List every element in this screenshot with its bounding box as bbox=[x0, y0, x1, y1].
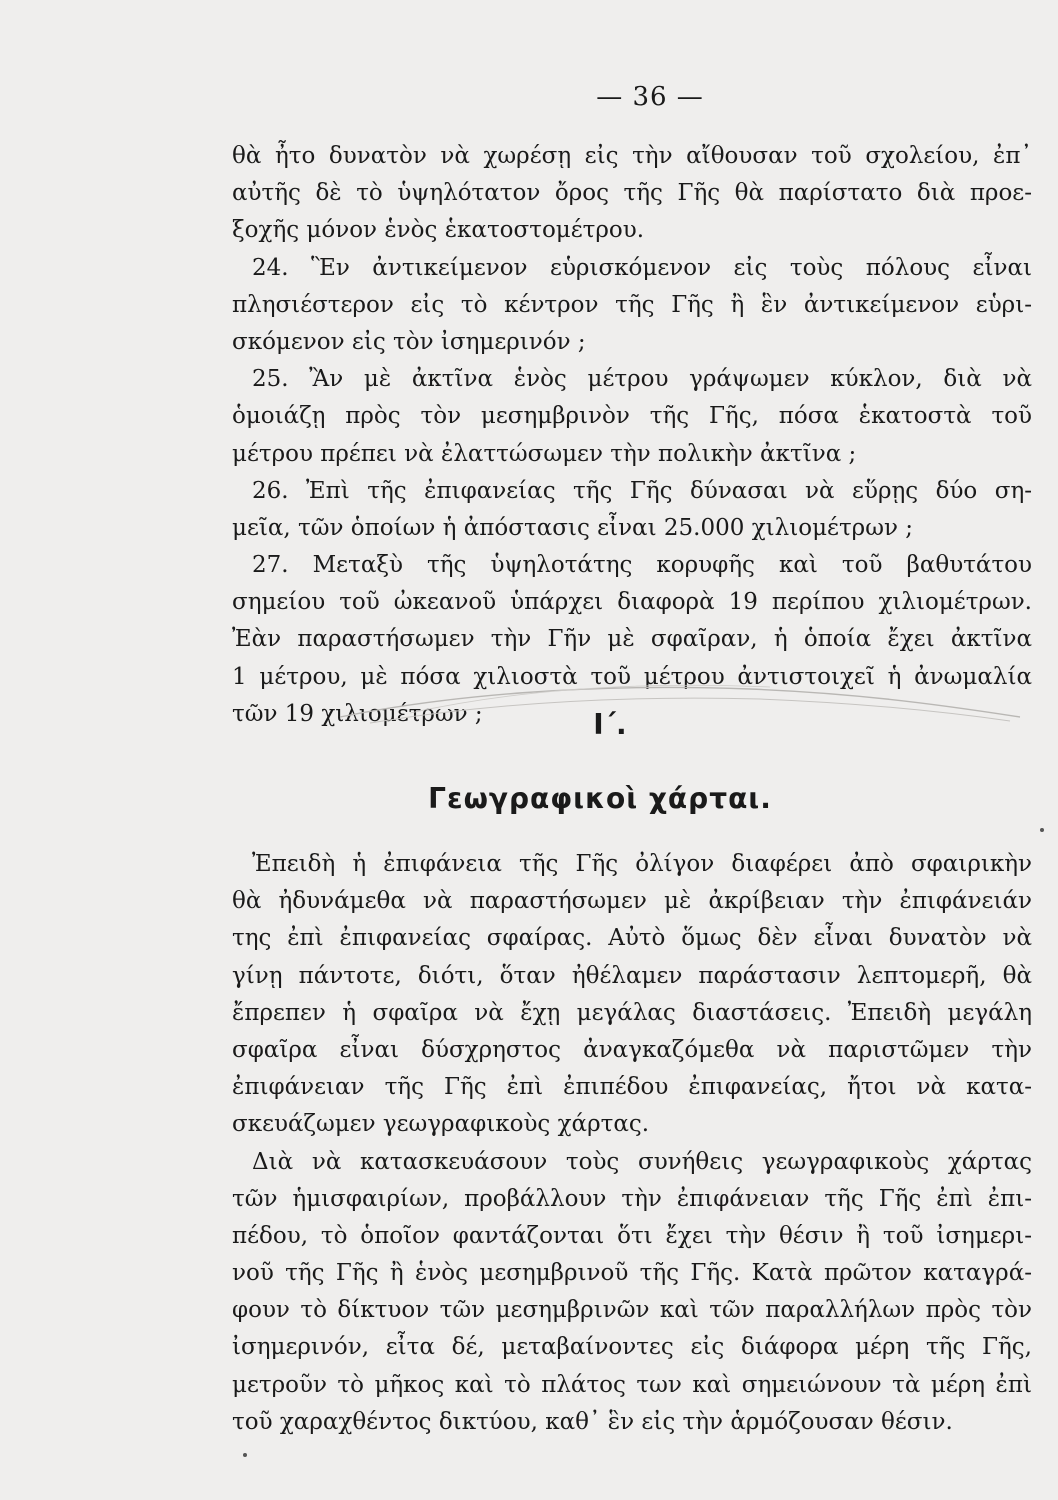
text-line: ἰσημερινόν, εἶτα δέ, μεταβαίνοντες εἰς διάφορα μέρη τῆς Γῆς, bbox=[232, 1334, 1032, 1361]
text-line: μεῖα, τῶν ὁποίων ἡ ἀπόστασις εἶναι 25.000 χιλιομέτρων ; bbox=[232, 514, 914, 541]
text-line: 1 μέτρου, μὲ πόσα χιλιοστὰ τοῦ μέτρου ἀντιστοιχεῖ ἡ ἀνωμαλία bbox=[232, 663, 1032, 690]
text-line: τῶν ἡμισφαιρίων, προβάλλουν τὴν ἐπιφάνειαν τῆς Γῆς ἐπὶ ἐπι- bbox=[232, 1185, 1032, 1212]
text-line: 26. Ἐπὶ τῆς ἐπιφανείας τῆς Γῆς δύνασαι νὰ εὕρῃς δύο ση- bbox=[252, 477, 1032, 504]
section-body-text bbox=[232, 846, 1032, 1441]
text-line: αὐτῆς δὲ τὸ ὑψηλότατον ὄρος τῆς Γῆς θὰ παρίστατο διὰ προε- bbox=[232, 180, 1032, 207]
text-line: της ἐπὶ ἐπιφανείας σφαίρας. Αὐτὸ ὅμως δὲν εἶναι δυνατὸν νὰ bbox=[232, 925, 1032, 952]
text-line: μέτρου πρέπει νὰ ἐλαττώσωμεν τὴν πολικὴν ἀκτῖνα ; bbox=[232, 440, 857, 467]
text-line: πλησιέστερον εἰς τὸ κέντρον τῆς Γῆς ἢ ἓν ἀντικείμενον εὑρι- bbox=[232, 291, 1032, 318]
text-line: ὁμοιάζῃ πρὸς τὸν μεσημβρινὸν τῆς Γῆς, πόσα ἑκατοστὰ τοῦ bbox=[232, 403, 1032, 430]
page-number: — 36 — bbox=[596, 82, 704, 112]
text-line: τοῦ χαραχθέντος δικτύου, καθ᾽ ἓν εἰς τὴν ἁρμόζουσαν θέσιν. bbox=[232, 1408, 953, 1435]
text-line: σκόμενον εἰς τὸν ἰσημερινόν ; bbox=[232, 328, 586, 355]
text-line: σκευάζωμεν γεωγραφικοὺς χάρτας. bbox=[232, 1111, 650, 1138]
text-line: 25. Ἂν μὲ ἀκτῖνα ἑνὸς μέτρου γράψωμεν κύκλον, διὰ νὰ bbox=[252, 366, 1032, 393]
text-line: Ἐπειδὴ ἡ ἐπιφάνεια τῆς Γῆς ὀλίγον διαφέρει ἀπὸ σφαιρικὴν bbox=[252, 851, 1032, 877]
text-line: νοῦ τῆς Γῆς ἢ ἑνὸς μεσημβρινοῦ τῆς Γῆς. Κατὰ πρῶτον καταγρά- bbox=[232, 1260, 1032, 1287]
text-line: μετροῦν τὸ μῆκος καὶ τὸ πλάτος των καὶ σημειώνουν τὰ μέρη ἐπὶ bbox=[232, 1371, 1032, 1398]
text-line: Ἐὰν παραστήσωμεν τὴν Γῆν μὲ σφαῖραν, ἡ ὁποία ἔχει ἀκτῖνα bbox=[232, 626, 1032, 653]
text-line: 24. Ἓν ἀντικείμενον εὑρισκόμενον εἰς τοὺς πόλους εἶναι bbox=[252, 254, 1032, 281]
text-line: ἔπρεπεν ἡ σφαῖρα νὰ ἔχῃ μεγάλας διαστάσεις. Ἐπειδὴ μεγάλη bbox=[232, 999, 1032, 1026]
section-title: Γεωγραφικοὶ χάρται. bbox=[428, 782, 772, 815]
text-line: ξοχῆς μόνον ἑνὸς ἑκατοστομέτρου. bbox=[232, 217, 645, 244]
text-line: ἐπιφάνειαν τῆς Γῆς ἐπὶ ἐπιπέδου ἐπιφανείας, ἤτοι νὰ κατα- bbox=[232, 1074, 1032, 1101]
text-line: φουν τὸ δίκτυον τῶν μεσημβρινῶν καὶ τῶν παραλλήλων πρὸς τὸν bbox=[232, 1297, 1032, 1324]
section-number: Ι΄. bbox=[593, 708, 627, 741]
paper-speck bbox=[1040, 828, 1044, 832]
text-line: Διὰ νὰ κατασκευάσουν τοὺς συνήθεις γεωγραφικοὺς χάρτας bbox=[252, 1148, 1032, 1175]
exercise-text-block bbox=[232, 138, 1032, 733]
decorative-swash bbox=[330, 665, 1030, 755]
text-line: θὰ ἦτο δυνατὸν νὰ χωρέσῃ εἰς τὴν αἴθουσαν τοῦ σχολείου, ἐπ᾽ bbox=[232, 143, 1032, 169]
text-line: γίνῃ πάντοτε, διότι, ὅταν ἠθέλαμεν παράστασιν λεπτομερῆ, θὰ bbox=[232, 962, 1032, 989]
text-line: τῶν 19 χιλιομέτρων ; bbox=[232, 700, 483, 727]
text-line: σφαῖρα εἶναι δύσχρηστος ἀναγκαζόμεθα νὰ παριστῶμεν τὴν bbox=[232, 1036, 1032, 1063]
paper-speck bbox=[243, 1453, 247, 1457]
text-line: σημείου τοῦ ὠκεανοῦ ὑπάρχει διαφορὰ 19 περίπου χιλιομέτρων. bbox=[232, 589, 1032, 616]
text-line: πέδου, τὸ ὁποῖον φαντάζονται ὅτι ἔχει τὴν θέσιν ἢ τοῦ ἰσημερι- bbox=[232, 1222, 1032, 1249]
text-line: 27. Μεταξὺ τῆς ὑψηλοτάτης κορυφῆς καὶ τοῦ βαθυτάτου bbox=[252, 552, 1032, 579]
text-line: θὰ ἠδυνάμεθα νὰ παραστήσωμεν μὲ ἀκρίβειαν τὴν ἐπιφάνειάν bbox=[232, 888, 1032, 915]
